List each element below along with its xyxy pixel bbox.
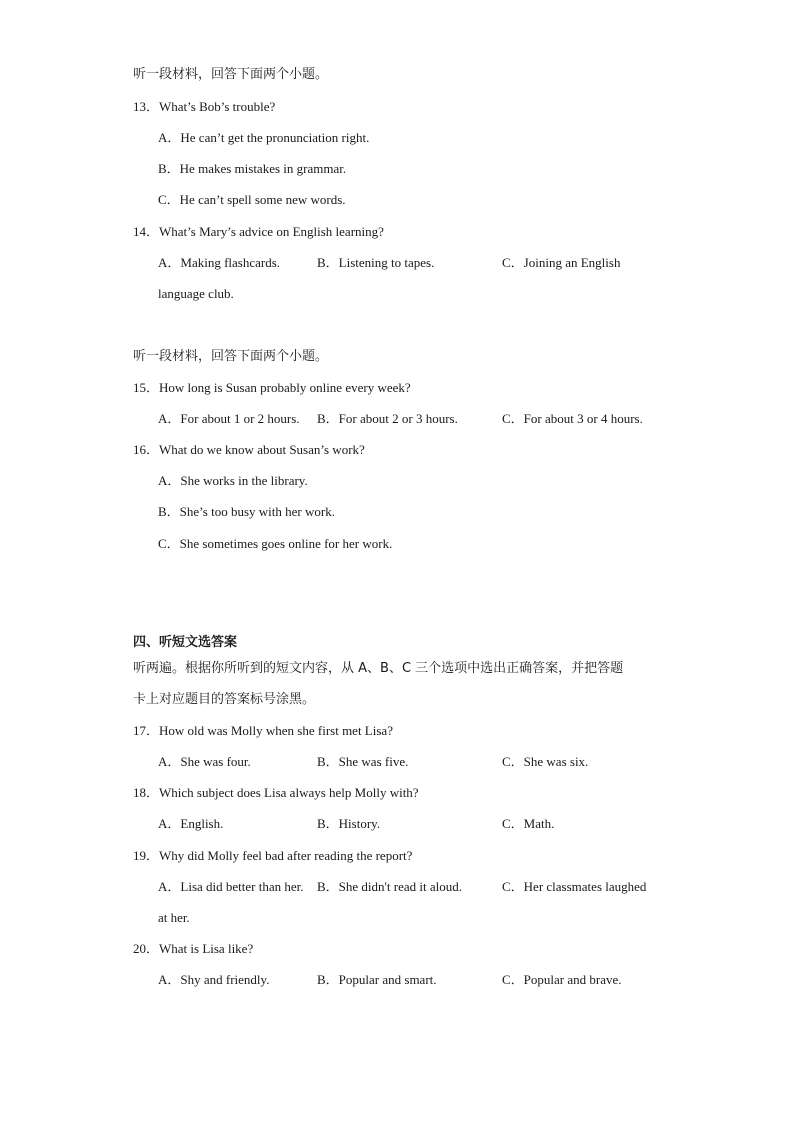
question-15: 15．How long is Susan probably online every week? (133, 380, 411, 395)
q14-option-c: C．Joining an English (502, 255, 621, 270)
question-18: 18．Which subject does Lisa always help Molly with? (133, 785, 419, 800)
q20-option-b: B．Popular and smart. (317, 972, 437, 987)
question-20: 20．What is Lisa like? (133, 941, 254, 956)
q13-option-a: A．He can’t get the pronunciation right. (158, 130, 370, 145)
q16-option-c: C．She sometimes goes online for her work. (158, 536, 393, 551)
q16-option-b: B．She’s too busy with her work. (158, 504, 335, 519)
listening-intro-1: 听一段材料，回答下面两个小题。 (133, 67, 329, 82)
q13-option-c: C．He can’t spell some new words. (158, 192, 346, 207)
q17-option-b: B．She was five. (317, 754, 409, 769)
section-heading: 四、听短文选答案 (133, 635, 238, 650)
question-14: 14．What’s Mary’s advice on English learning? (133, 224, 384, 239)
q16-option-a: A．She works in the library. (158, 473, 308, 488)
question-13: 13．What’s Bob’s trouble? (133, 99, 276, 114)
section-instructions-line-2: 卡上对应题目的答案标号涂黑。 (133, 692, 316, 707)
q15-option-c: C．For about 3 or 4 hours. (502, 411, 643, 426)
listening-intro-2: 听一段材料，回答下面两个小题。 (133, 349, 329, 364)
q17-option-a: A．She was four. (158, 754, 251, 769)
q20-option-c: C．Popular and brave. (502, 972, 622, 987)
q15-option-b: B．For about 2 or 3 hours. (317, 411, 458, 426)
section-instructions-line-1: 听两遍。根据你所听到的短文内容，从 A、B、C 三个选项中选出正确答案，并把答题 (133, 661, 624, 676)
q14-option-c-continued: language club. (158, 286, 234, 301)
q19-option-b: B．She didn't read it aloud. (317, 879, 462, 894)
question-17: 17．How old was Molly when she first met Lisa? (133, 723, 393, 738)
q14-option-a: A．Making flashcards. (158, 255, 281, 270)
q13-option-b: B．He makes mistakes in grammar. (158, 161, 347, 176)
q14-option-b: B．Listening to tapes. (317, 255, 435, 270)
question-16: 16．What do we know about Susan’s work? (133, 442, 365, 457)
q17-option-c: C．She was six. (502, 754, 589, 769)
q18-option-c: C．Math. (502, 816, 555, 831)
q19-option-c: C．Her classmates laughed (502, 879, 647, 894)
question-19: 19．Why did Molly feel bad after reading the report? (133, 848, 413, 863)
q20-option-a: A．Shy and friendly. (158, 972, 270, 987)
q15-option-a: A．For about 1 or 2 hours. (158, 411, 300, 426)
q18-option-a: A．English. (158, 816, 224, 831)
q19-option-c-continued: at her. (158, 910, 190, 925)
q18-option-b: B．History. (317, 816, 381, 831)
q19-option-a: A．Lisa did better than her. (158, 879, 304, 894)
